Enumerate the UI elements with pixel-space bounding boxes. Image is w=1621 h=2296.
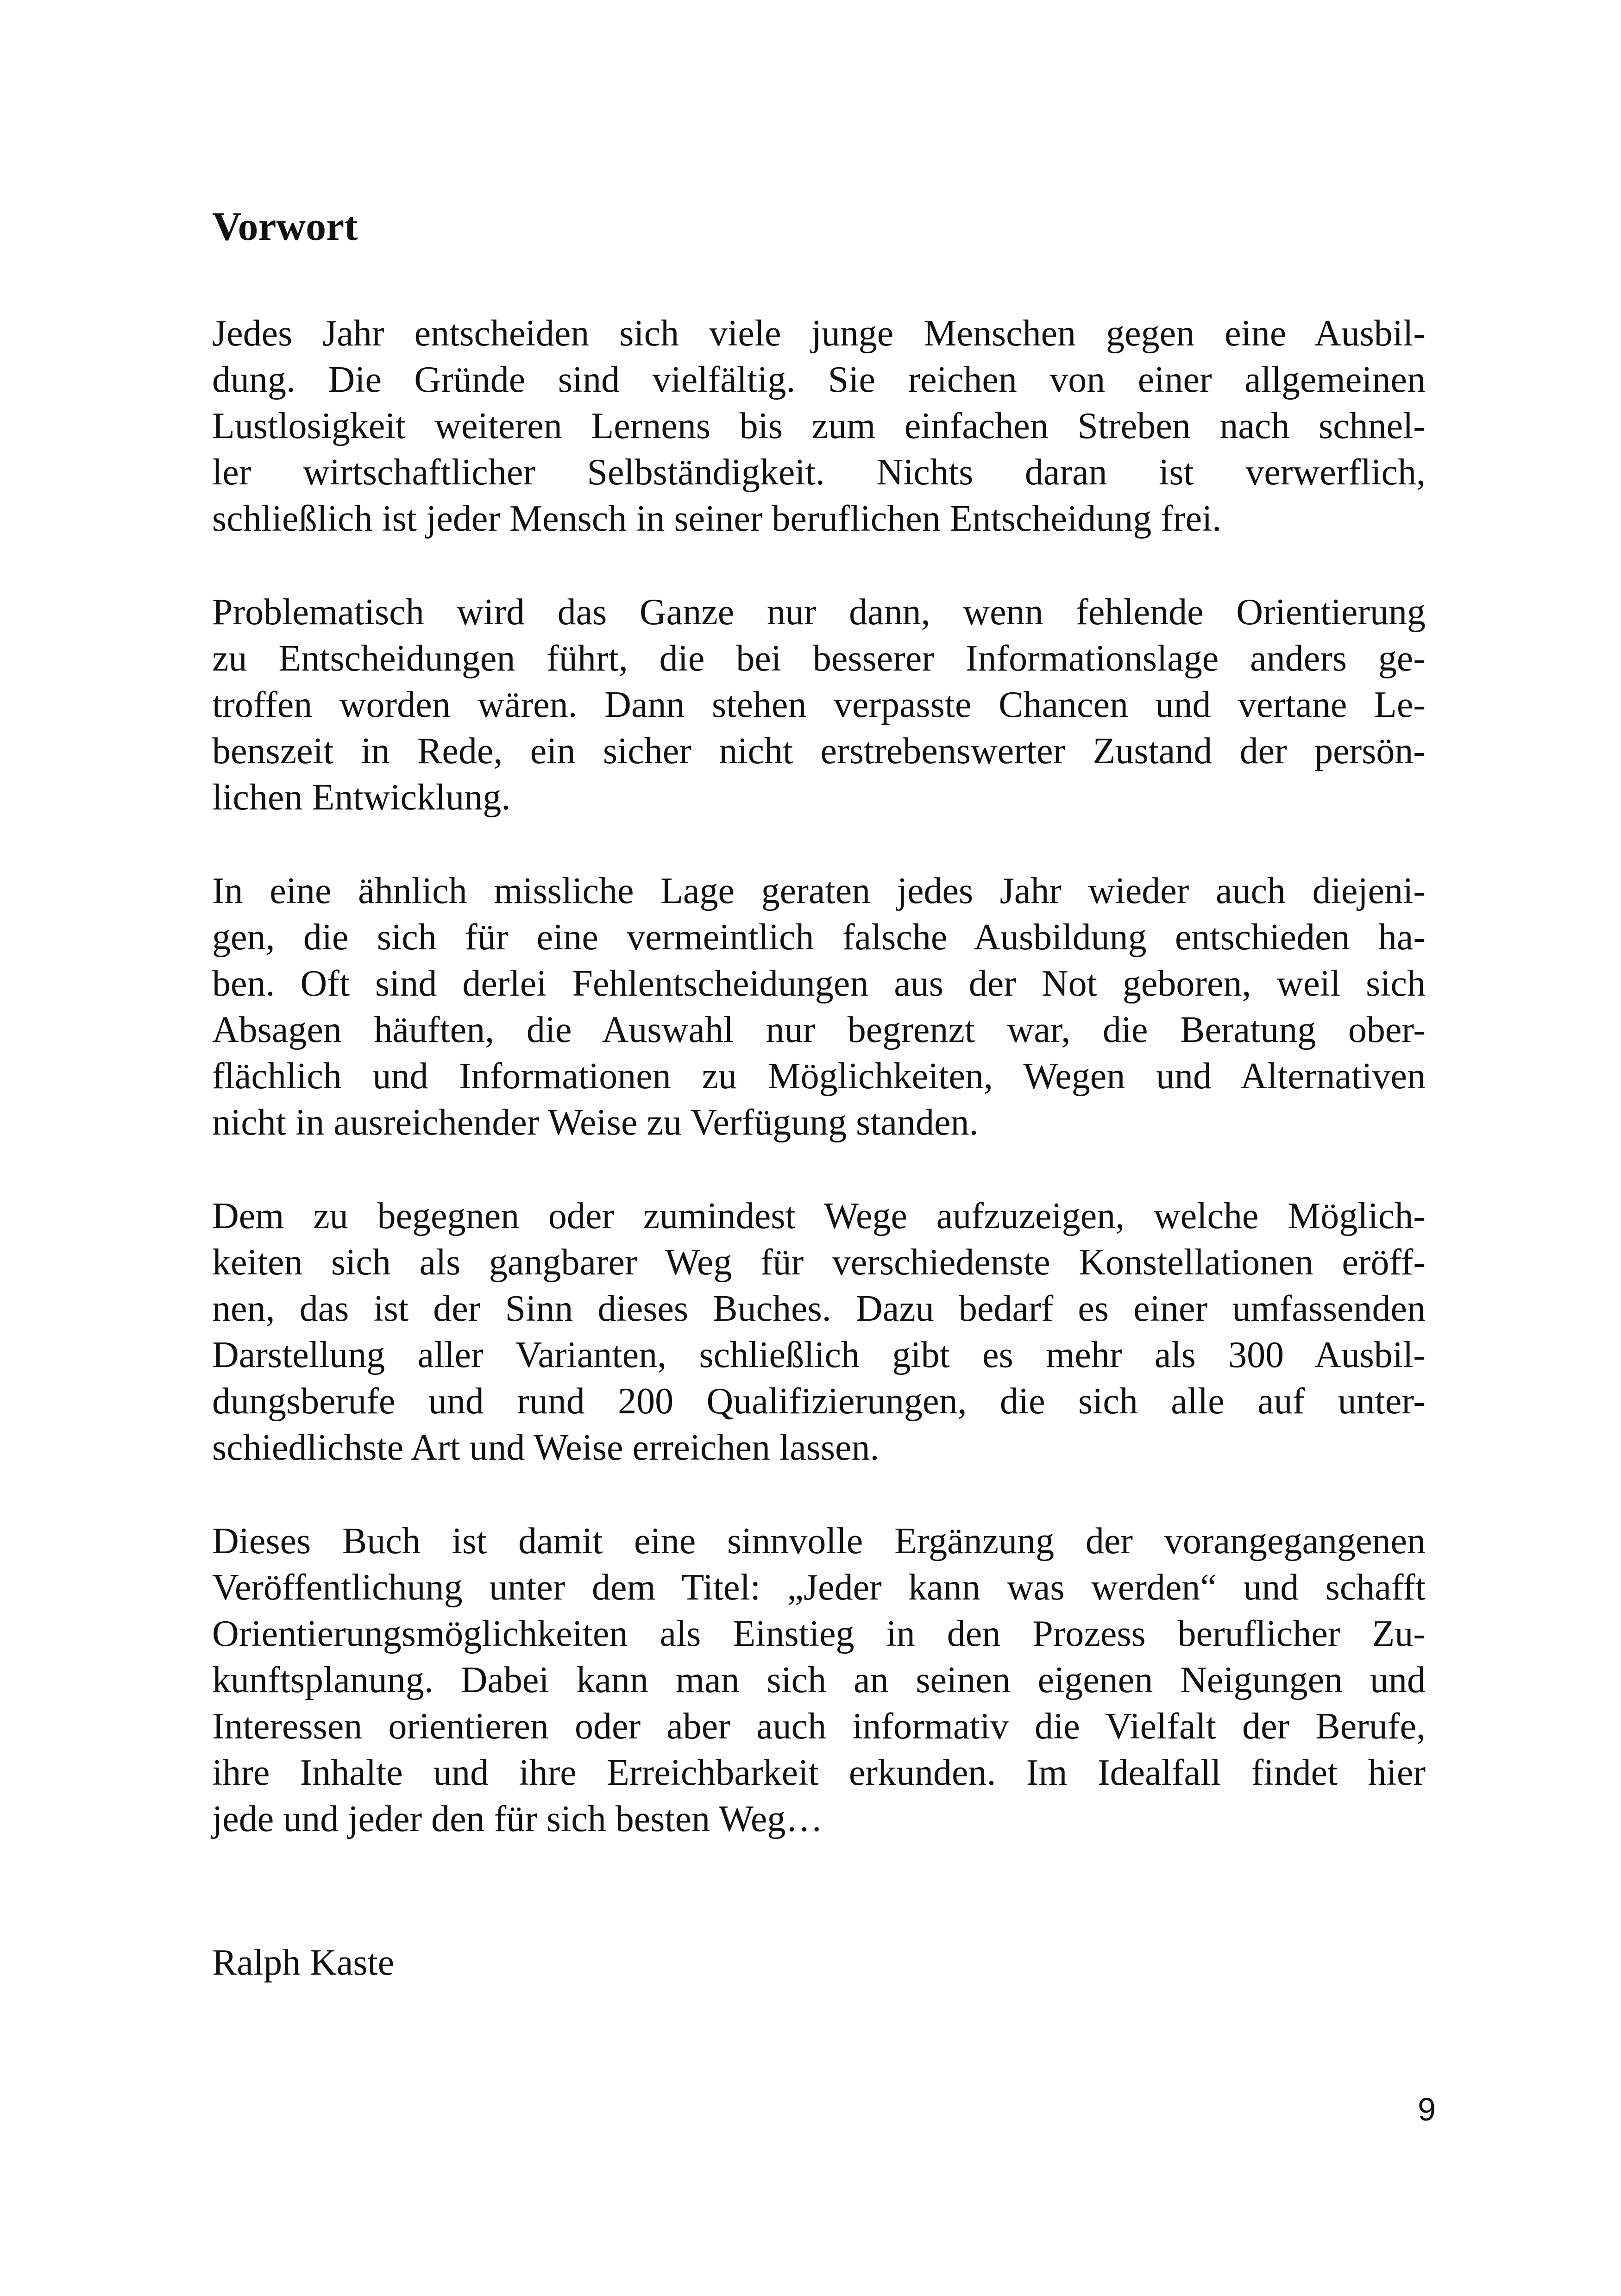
text-line: gen, die sich für eine vermeintlich falsche Ausbildung entschieden ha- [212, 917, 1426, 958]
paragraph-1 [212, 310, 1426, 542]
text-line: ler wirtschaftlicher Selbständigkeit. Nichts daran ist verwerflich, [212, 452, 1426, 493]
page-content [212, 204, 1426, 1986]
text-line: lichen Entwicklung. [212, 777, 511, 818]
text-line: schließlich ist jeder Mensch in seiner beruflichen Entscheidung frei. [212, 498, 1222, 539]
paragraph-3 [212, 868, 1426, 1146]
text-line: Dem zu begegnen oder zumindest Wege aufzuzeigen, welche Möglich- [212, 1196, 1426, 1236]
text-line: nen, das ist der Sinn dieses Buches. Dazu bedarf es einer umfassenden [212, 1288, 1426, 1329]
text-line: Veröffentlichung unter dem Titel: „Jeder kann was werden“ und schafft [212, 1567, 1426, 1608]
text-line: ihre Inhalte und ihre Erreichbarkeit erkunden. Im Idealfall findet hier [212, 1752, 1426, 1793]
text-line: Dieses Buch ist damit eine sinnvolle Ergänzung der vorangegangenen [212, 1521, 1426, 1562]
text-line: Jedes Jahr entscheiden sich viele junge Menschen gegen eine Ausbil- [212, 313, 1426, 354]
page-number: 9 [1418, 2091, 1436, 2127]
text-line: nicht in ausreichender Weise zu Verfügung standen. [212, 1102, 979, 1143]
text-line: Lustlosigkeit weiteren Lernens bis zum einfachen Streben nach schnel- [212, 406, 1426, 446]
paragraph-4 [212, 1193, 1426, 1471]
text-line: dung. Die Gründe sind vielfältig. Sie reichen von einer allgemeinen [212, 359, 1426, 400]
text-line: flächlich und Informationen zu Möglichkeiten, Wegen und Alternativen [212, 1056, 1426, 1097]
text-line: Orientierungsmöglichkeiten als Einstieg in den Prozess beruflicher Zu- [212, 1613, 1426, 1654]
paragraph-2 [212, 589, 1426, 821]
text-line: Absagen häuften, die Auswahl nur begrenzt war, die Beratung ober- [212, 1010, 1426, 1050]
text-line: In eine ähnlich missliche Lage geraten jedes Jahr wieder auch diejeni- [212, 871, 1426, 911]
text-line: benszeit in Rede, ein sicher nicht erstrebenswerter Zustand der persön- [212, 731, 1426, 772]
text-line: Problematisch wird das Ganze nur dann, wenn fehlende Orientierung [212, 592, 1426, 633]
author-signature: Ralph Kaste [212, 1942, 395, 1983]
text-line: dungsberufe und rund 200 Qualifizierungen, die sich alle auf unter- [212, 1381, 1426, 1422]
text-line: troffen worden wären. Dann stehen verpasste Chancen und vertane Le- [212, 684, 1426, 725]
text-line: jede und jeder den für sich besten Weg… [212, 1799, 823, 1839]
text-line: Darstellung aller Varianten, schließlich gibt es mehr als 300 Ausbil- [212, 1335, 1426, 1375]
text-line: schiedlichste Art und Weise erreichen lassen. [212, 1427, 880, 1468]
chapter-heading: Vorwort [212, 204, 358, 249]
text-line: keiten sich als gangbarer Weg für verschiedenste Konstellationen eröff- [212, 1242, 1426, 1283]
text-line: zu Entscheidungen führt, die bei besserer Informationslage anders ge- [212, 638, 1426, 679]
text-line: Interessen orientieren oder aber auch informativ die Vielfalt der Berufe, [212, 1706, 1426, 1747]
text-line: ben. Oft sind derlei Fehlentscheidungen aus der Not geboren, weil sich [212, 963, 1426, 1004]
text-line: kunftsplanung. Dabei kann man sich an seinen eigenen Neigungen und [212, 1660, 1426, 1700]
paragraph-5 [212, 1518, 1426, 1842]
